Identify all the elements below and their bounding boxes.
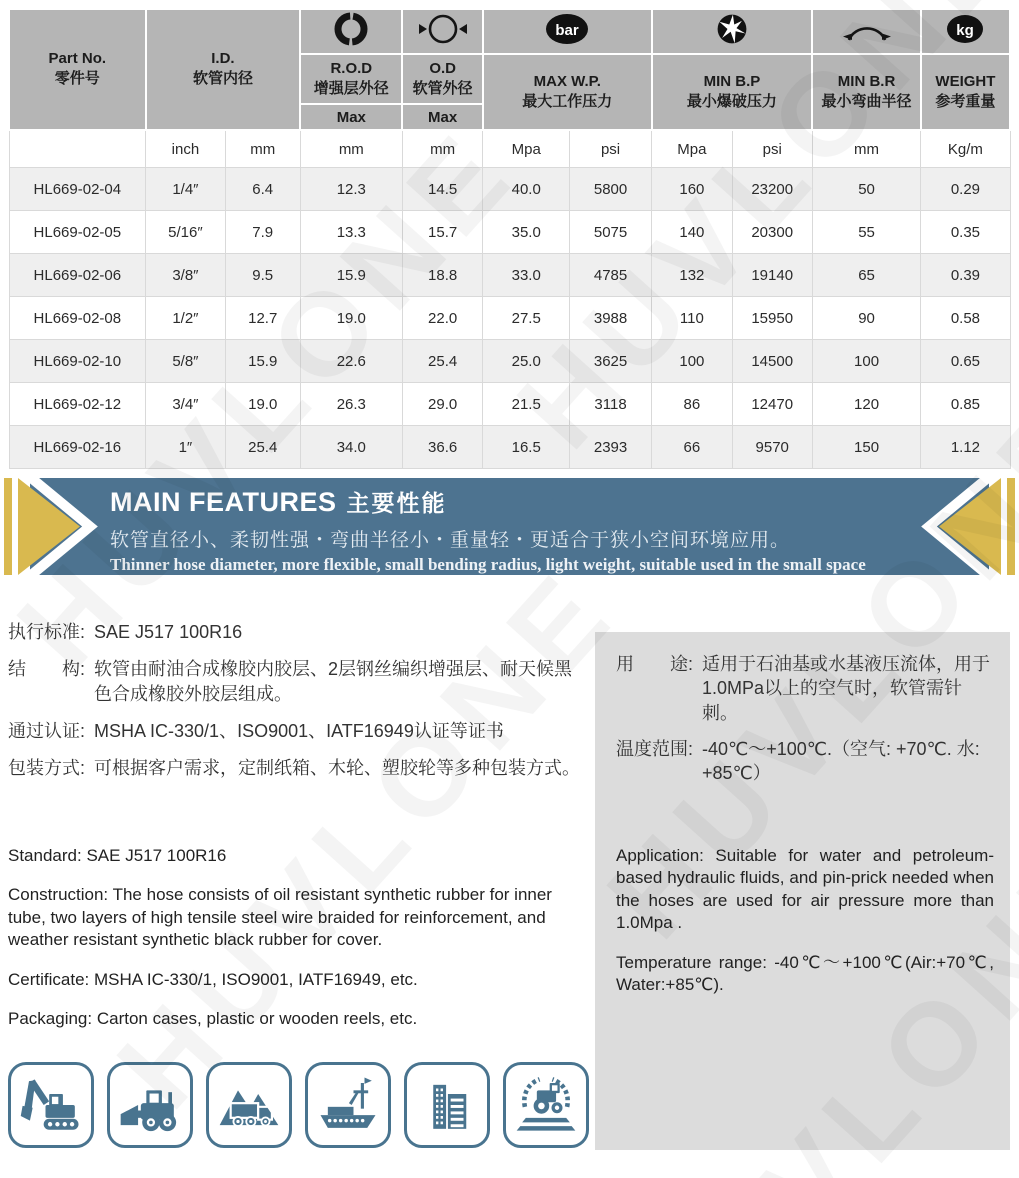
reinforcement-ring-icon <box>330 11 372 47</box>
cell: 15.7 <box>402 211 483 254</box>
units-empty-cell <box>9 130 146 168</box>
cell: 5075 <box>570 211 652 254</box>
svg-text:kg: kg <box>956 22 975 39</box>
spec-label: Standard: <box>8 846 82 865</box>
cell: 6.4 <box>225 168 300 211</box>
id-label: I.D. <box>211 50 235 68</box>
spec-text: 适用于石油基或水基液压流体，用于1.0MPa以上的空气时，软管需针刺。 <box>702 654 991 723</box>
banner-title-en: MAIN FEATURES <box>110 487 337 517</box>
cell: 3/8″ <box>146 254 226 297</box>
minbp-label-zh: 最小爆破压力 <box>686 92 777 110</box>
cell: 1/2″ <box>146 297 226 340</box>
od-icon-cell <box>402 9 483 54</box>
banner-text-block <box>110 485 866 575</box>
header-part-no <box>9 9 146 130</box>
cell: 40.0 <box>483 168 570 211</box>
unit-cell: Kg/m <box>921 130 1010 168</box>
header-min-br <box>812 54 921 130</box>
cell: 5/8″ <box>146 340 226 383</box>
cell: 1/4″ <box>146 168 226 211</box>
cell: 0.35 <box>921 211 1010 254</box>
part-no-cell: HL669-02-12 <box>9 383 146 426</box>
spec-text: 可根据客户需求，定制纸箱、木轮、塑胶轮等多种包装方式。 <box>94 758 581 779</box>
cell: 0.58 <box>921 297 1010 340</box>
hose-spec-table <box>8 8 1011 469</box>
cell: 5/16″ <box>146 211 226 254</box>
cell: 140 <box>652 211 733 254</box>
banner-subtitle-en: Thinner hose diameter, more flexible, small bending radius, light weight, suitable used in the small space <box>110 555 866 574</box>
cell: 1.12 <box>921 426 1010 469</box>
cell: 14.5 <box>402 168 483 211</box>
cell: 35.0 <box>483 211 570 254</box>
cell: 12.7 <box>225 297 300 340</box>
cell: 26.3 <box>300 383 402 426</box>
spec-label: Application: <box>616 846 704 865</box>
cell: 3118 <box>570 383 652 426</box>
spec-text: -40℃～+100℃.（空气: +70℃. 水: +85℃） <box>702 738 980 784</box>
bar-pressure-icon <box>544 13 590 45</box>
cell: 25.4 <box>402 340 483 383</box>
cell: 18.8 <box>402 254 483 297</box>
cell: 13.3 <box>300 211 402 254</box>
table-row <box>9 297 1010 340</box>
od-max-cell: Max <box>402 104 483 130</box>
cell: 20300 <box>732 211 812 254</box>
cell: 9.5 <box>225 254 300 297</box>
cell: 0.39 <box>921 254 1010 297</box>
mining-truck-icon <box>206 1062 292 1148</box>
unit-cell: inch <box>146 130 226 168</box>
kg-weight-icon <box>945 14 985 44</box>
cell: 19.0 <box>225 383 300 426</box>
cell: 0.65 <box>921 340 1010 383</box>
burst-icon-cell <box>652 9 813 54</box>
part-no-cell: HL669-02-08 <box>9 297 146 340</box>
unit-cell: mm <box>225 130 300 168</box>
unit-cell: Mpa <box>652 130 733 168</box>
cell: 16.5 <box>483 426 570 469</box>
wheel-loader-icon <box>107 1062 193 1148</box>
spec-line-packaging-cn <box>8 756 586 780</box>
cell: 50 <box>812 168 921 211</box>
cell: 132 <box>652 254 733 297</box>
cell: 22.0 <box>402 297 483 340</box>
spec-text: 软管由耐油合成橡胶内胶层、2层钢丝编织增强层、耐天候黑色合成橡胶外胶层组成。 <box>94 659 573 704</box>
cell: 21.5 <box>483 383 570 426</box>
cell: 3/4″ <box>146 383 226 426</box>
table-row <box>9 340 1010 383</box>
spec-label: 执行标准: <box>8 622 86 642</box>
units-row <box>9 130 1010 168</box>
cell: 2393 <box>570 426 652 469</box>
cell: 7.9 <box>225 211 300 254</box>
cell: 12470 <box>732 383 812 426</box>
cell: 3988 <box>570 297 652 340</box>
cell: 120 <box>812 383 921 426</box>
temperature-paragraph <box>616 952 994 997</box>
table-row <box>9 168 1010 211</box>
header-weight <box>921 54 1010 130</box>
cell: 3625 <box>570 340 652 383</box>
cell: 15950 <box>732 297 812 340</box>
spec-label: 通过认证: <box>8 720 86 741</box>
cell: 100 <box>812 340 921 383</box>
spec-text: Suitable for water and petroleum-based hydraulic fluids, and pin-prick needed when the hoses are used for air pressure more than 1.0Mpa . <box>616 846 994 933</box>
cell: 86 <box>652 383 733 426</box>
weight-label: WEIGHT <box>935 72 996 90</box>
cell: 36.6 <box>402 426 483 469</box>
cell: 25.4 <box>225 426 300 469</box>
maxwp-label-zh: 最大工作压力 <box>522 92 613 110</box>
cell: 27.5 <box>483 297 570 340</box>
standard-paragraph <box>8 845 586 867</box>
cell: 150 <box>812 426 921 469</box>
application-panel <box>595 632 1010 1150</box>
spec-line-standard-cn <box>8 620 586 644</box>
unit-cell: mm <box>812 130 921 168</box>
cell: 34.0 <box>300 426 402 469</box>
banner-title-zh: 主要性能 <box>346 490 447 516</box>
header-id <box>146 9 301 130</box>
unit-cell: Mpa <box>483 130 570 168</box>
cell: 25.0 <box>483 340 570 383</box>
unit-cell: mm <box>300 130 402 168</box>
cell: 14500 <box>732 340 812 383</box>
cell: 5800 <box>570 168 652 211</box>
cell: 19140 <box>732 254 812 297</box>
cell: 90 <box>812 297 921 340</box>
kg-icon-cell <box>921 9 1010 54</box>
rod-max-cell: Max <box>300 104 402 130</box>
spec-text: MSHA IC-330/1, ISO9001, IATF16949, etc. <box>93 969 418 989</box>
cell: 9570 <box>732 426 812 469</box>
cell: 19.0 <box>300 297 402 340</box>
table-row <box>9 383 1010 426</box>
unit-cell: psi <box>732 130 812 168</box>
spec-line-application-cn <box>616 652 998 725</box>
certificate-paragraph <box>8 969 586 991</box>
part-no-cell: HL669-02-06 <box>9 254 146 297</box>
cell: 0.29 <box>921 168 1010 211</box>
rod-icon-cell <box>300 9 402 54</box>
rod-label: R.O.D <box>330 59 373 77</box>
specs-cn-block <box>8 620 586 793</box>
part-no-cell: HL669-02-04 <box>9 168 146 211</box>
rod-label-zh: 增强层外径 <box>313 79 389 97</box>
application-icons-row <box>8 1062 589 1148</box>
cell: 23200 <box>732 168 812 211</box>
part-no-label-zh: 零件号 <box>54 70 100 88</box>
cell: 33.0 <box>483 254 570 297</box>
cell: 4785 <box>570 254 652 297</box>
building-icon <box>404 1062 490 1148</box>
cell: 65 <box>812 254 921 297</box>
spec-label: Certificate: <box>8 969 90 989</box>
od-label-zh: 软管外径 <box>412 79 473 97</box>
banner-subtitle-zh: 软管直径小、柔韧性强・弯曲半径小・重量轻・更适合于狭小空间环境应用。 <box>110 530 791 551</box>
minbp-label: MIN B.P <box>703 72 761 90</box>
construction-paragraph <box>8 884 586 951</box>
banner-title <box>110 485 866 518</box>
bend-radius-icon <box>839 12 895 46</box>
specs-en-block <box>8 828 586 1046</box>
spec-text: SAE J517 100R16 <box>86 846 227 865</box>
outer-diameter-icon <box>414 12 472 46</box>
part-no-cell: HL669-02-16 <box>9 426 146 469</box>
spec-text: The hose consists of oil resistant synthetic rubber for inner tube, two layers of high tensile steel wire braided for reinforcement, and weather resistant synthetic black rubber for cover. <box>8 885 552 950</box>
spec-text: SAE J517 100R16 <box>94 622 243 642</box>
spec-line-temperature-cn <box>616 737 998 786</box>
id-label-zh: 软管内径 <box>192 70 253 88</box>
cell: 22.6 <box>300 340 402 383</box>
cell: 66 <box>652 426 733 469</box>
packaging-paragraph <box>8 1008 586 1030</box>
spec-label: Temperature range: <box>616 952 767 972</box>
svg-text:bar: bar <box>555 22 579 39</box>
cell: 15.9 <box>300 254 402 297</box>
header-rod <box>300 54 402 104</box>
part-no-label: Part No. <box>48 50 107 68</box>
spec-text: MSHA IC-330/1、ISO9001、IATF16949认证等证书 <box>94 720 504 741</box>
spec-text: -40℃～+100℃(Air:+70℃, Water:+85℃). <box>616 952 994 995</box>
agriculture-icon <box>503 1062 589 1148</box>
maxwp-label: MAX W.P. <box>533 72 601 90</box>
cell: 15.9 <box>225 340 300 383</box>
bar-icon-cell <box>483 9 652 54</box>
weight-label-zh: 参考重量 <box>935 92 996 110</box>
minbr-label: MIN B.R <box>837 72 896 90</box>
unit-cell: psi <box>570 130 652 168</box>
ship-icon <box>305 1062 391 1148</box>
burst-icon <box>714 11 750 47</box>
spec-label: 用 途: <box>616 654 694 674</box>
part-no-cell: HL669-02-10 <box>9 340 146 383</box>
main-features-banner <box>0 478 1019 575</box>
bend-radius-icon-cell <box>812 9 921 54</box>
spec-label: 温度范围: <box>616 738 694 759</box>
panel-en-block <box>616 828 994 1012</box>
application-paragraph <box>616 845 994 935</box>
cell: 110 <box>652 297 733 340</box>
spec-line-construction-cn <box>8 657 586 706</box>
excavator-icon <box>8 1062 94 1148</box>
cell: 0.85 <box>921 383 1010 426</box>
header-min-bp <box>652 54 813 130</box>
cell: 55 <box>812 211 921 254</box>
od-label: O.D <box>429 59 456 77</box>
header-max-wp <box>483 54 652 130</box>
cell: 160 <box>652 168 733 211</box>
minbr-label-zh: 最小弯曲半径 <box>821 92 912 110</box>
table-row <box>9 254 1010 297</box>
spec-label: Packaging: <box>8 1009 93 1029</box>
panel-cn-block <box>616 652 998 797</box>
cell: 12.3 <box>300 168 402 211</box>
table-row <box>9 426 1010 469</box>
part-no-cell: HL669-02-05 <box>9 211 146 254</box>
cell: 100 <box>652 340 733 383</box>
spec-label: 结 构: <box>8 659 86 680</box>
table-row <box>9 211 1010 254</box>
spec-line-certificate-cn <box>8 719 586 743</box>
header-od <box>402 54 483 104</box>
spec-text: Carton cases, plastic or wooden reels, etc. <box>96 1009 418 1029</box>
unit-cell: mm <box>402 130 483 168</box>
cell: 29.0 <box>402 383 483 426</box>
spec-label: Construction: <box>8 885 109 905</box>
cell: 1″ <box>146 426 226 469</box>
spec-label: 包装方式: <box>8 758 86 779</box>
